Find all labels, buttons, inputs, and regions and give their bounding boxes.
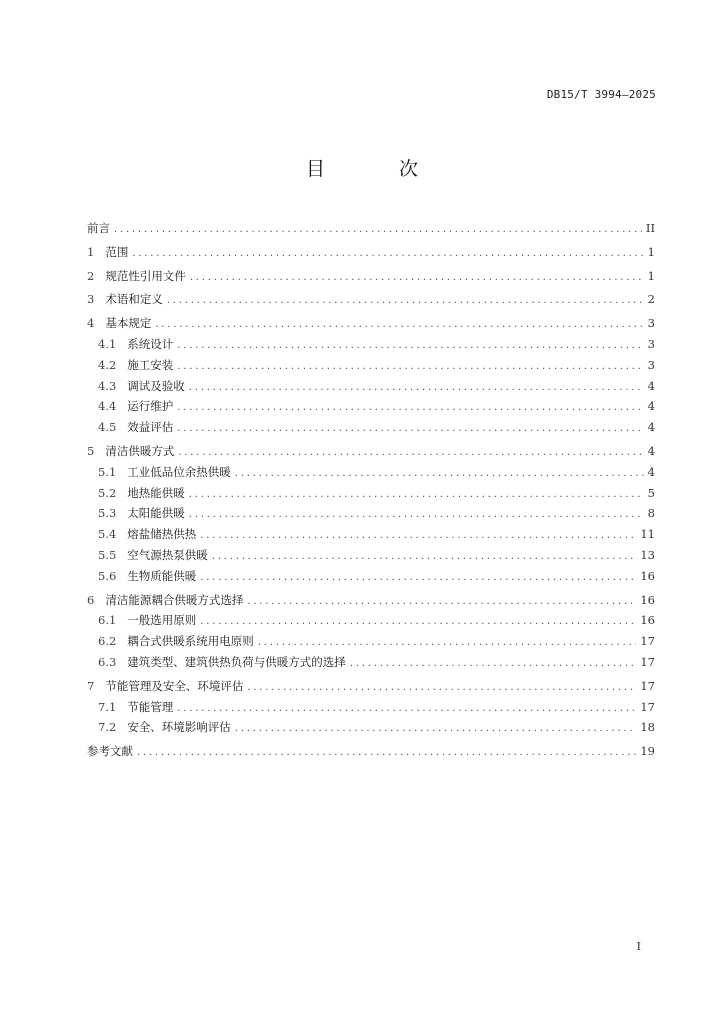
toc-entry-page: 8 [647,506,655,521]
document-code: DB15/T 3994—2025 [546,88,656,101]
toc-entry-page: 17 [640,654,655,669]
dot-leader [137,743,636,764]
toc-entry-title: 范围 [105,244,129,259]
toc-entry[interactable] [87,741,655,762]
page-number: I [636,940,641,953]
toc-entry-number: 6.1 [98,613,117,628]
toc-entry[interactable] [87,483,655,504]
toc-entry-title: 施工安装 [127,357,174,372]
toc-entry-number: 4.3 [98,378,117,393]
toc-entry-page: 3 [647,336,655,351]
toc-entry[interactable] [87,462,655,483]
toc-entry-title: 效益评估 [127,420,174,435]
toc-entry[interactable] [87,503,655,524]
toc-entry-number: 5.4 [98,527,117,542]
toc-entry[interactable] [87,652,655,673]
dot-leader [212,547,637,568]
toc-entry-title: 前言 [87,221,110,235]
dot-leader [177,419,643,440]
dot-leader [132,244,643,265]
dot-leader [114,220,642,241]
toc-entry-number: 4.5 [98,420,117,435]
toc-entry-page: 11 [640,527,655,542]
toc-entry-page: 4 [647,399,655,414]
toc-entry-title: 工业低品位余热供暖 [127,464,231,479]
toc-entry-page: 18 [640,720,655,735]
dot-leader [167,291,644,312]
toc-entry-number: 4 [87,316,95,331]
table-of-contents [87,218,655,762]
dot-leader [189,378,644,399]
toc-entry-number: 3 [87,292,95,307]
toc-entry-number: 5.5 [98,547,117,562]
toc-entry-number: 2 [87,268,95,283]
toc-entry-title: 建筑类型、建筑供热负荷与供暖方式的选择 [127,654,346,669]
toc-entry-title: 熔盐储热供热 [127,527,197,542]
toc-entry-title: 地热能供暖 [127,485,185,500]
dot-leader [200,612,636,633]
toc-entry[interactable] [87,376,655,397]
dot-leader [155,315,643,336]
dot-leader [177,336,643,357]
toc-entry-number: 7.1 [98,699,117,714]
toc-entry-number: 6.2 [98,634,117,649]
dot-leader [235,719,637,740]
toc-entry-number: 1 [87,244,95,259]
toc-entry-title: 清洁供暖方式 [105,443,175,458]
toc-entry[interactable] [87,396,655,417]
toc-entry[interactable] [87,313,655,334]
toc-entry-number: 4.2 [98,357,117,372]
dot-leader [200,526,636,547]
toc-entry-page: 3 [647,357,655,372]
toc-entry-title: 调试及验收 [127,378,185,393]
toc-entry-page: 4 [647,464,655,479]
toc-entry-number: 5 [87,443,95,458]
dot-leader [189,505,644,526]
dot-leader [190,268,644,289]
toc-entry-page: 4 [647,420,655,435]
toc-entry-number: 5.2 [98,485,117,500]
toc-entry-title: 运行维护 [127,399,174,414]
dot-leader [247,678,636,699]
toc-entry-number: 5.6 [98,568,117,583]
toc-entry[interactable] [87,441,655,462]
toc-entry-page: 1 [647,268,655,283]
toc-entry-page: 17 [640,634,655,649]
page-title: 目 次 [305,158,453,180]
dot-leader [200,568,636,589]
toc-entry-page: 16 [640,613,655,628]
dot-leader [177,357,643,378]
toc-entry[interactable] [87,717,655,738]
toc-entry[interactable] [87,676,655,697]
toc-entry-number: 6.3 [98,654,117,669]
toc-entry-page: 4 [647,443,655,458]
toc-entry-number: 4.4 [98,399,117,414]
dot-leader [178,443,643,464]
toc-entry-page: 17 [640,699,655,714]
toc-entry-page: 3 [647,316,655,331]
toc-entry-number: 6 [87,592,95,607]
toc-entry[interactable] [87,266,655,287]
toc-entry[interactable] [87,524,655,545]
toc-entry-title: 太阳能供暖 [127,506,185,521]
toc-entry-title: 安全、环境影响评估 [127,720,231,735]
dot-leader [177,398,643,419]
toc-entry[interactable] [87,417,655,438]
toc-entry-title: 系统设计 [127,336,174,351]
toc-entry-title: 术语和定义 [105,292,163,307]
dot-leader [235,464,644,485]
toc-entry[interactable] [87,289,655,310]
toc-entry-title: 生物质能供暖 [127,568,197,583]
toc-entry-page: 5 [647,485,655,500]
toc-entry[interactable] [87,545,655,566]
toc-entry-number: 5.1 [98,464,117,479]
dot-leader [247,592,636,613]
toc-entry[interactable] [87,218,655,239]
toc-entry[interactable] [87,355,655,376]
toc-entry-title: 节能管理及安全、环境评估 [105,678,244,693]
toc-entry-title: 一般选用原则 [127,613,197,628]
toc-entry-page: 16 [640,568,655,583]
toc-entry-number: 5.3 [98,506,117,521]
toc-entry-page: 2 [647,292,655,307]
toc-entry-title: 节能管理 [127,699,174,714]
toc-entry-page: 1 [647,244,655,259]
toc-entry-title: 规范性引用文件 [105,268,186,283]
toc-entry-title: 清洁能源耦合供暖方式选择 [105,592,244,607]
toc-entry[interactable] [87,566,655,587]
toc-entry-number: 7.2 [98,720,117,735]
toc-entry[interactable] [87,631,655,652]
toc-entry-number: 4.1 [98,336,117,351]
toc-entry-page: 16 [640,592,655,607]
toc-entry-title: 耦合式供暖系统用电原则 [127,634,254,649]
toc-entry[interactable] [87,334,655,355]
toc-entry-page: 17 [640,678,655,693]
dot-leader [350,654,637,675]
dot-leader [177,699,636,720]
toc-entry-page: 19 [640,744,655,759]
toc-entry-title: 基本规定 [105,316,152,331]
toc-entry-page: 13 [640,547,655,562]
toc-entry[interactable] [87,590,655,611]
toc-entry[interactable] [87,610,655,631]
toc-entry[interactable] [87,242,655,263]
toc-entry-number: 7 [87,678,95,693]
toc-entry-title: 参考文献 [87,744,133,759]
toc-entry-page: 4 [647,378,655,393]
dot-leader [258,633,637,654]
toc-entry[interactable] [87,697,655,718]
toc-entry-title: 空气源热泵供暖 [127,547,208,562]
dot-leader [189,485,644,506]
toc-entry-page: II [645,221,655,235]
